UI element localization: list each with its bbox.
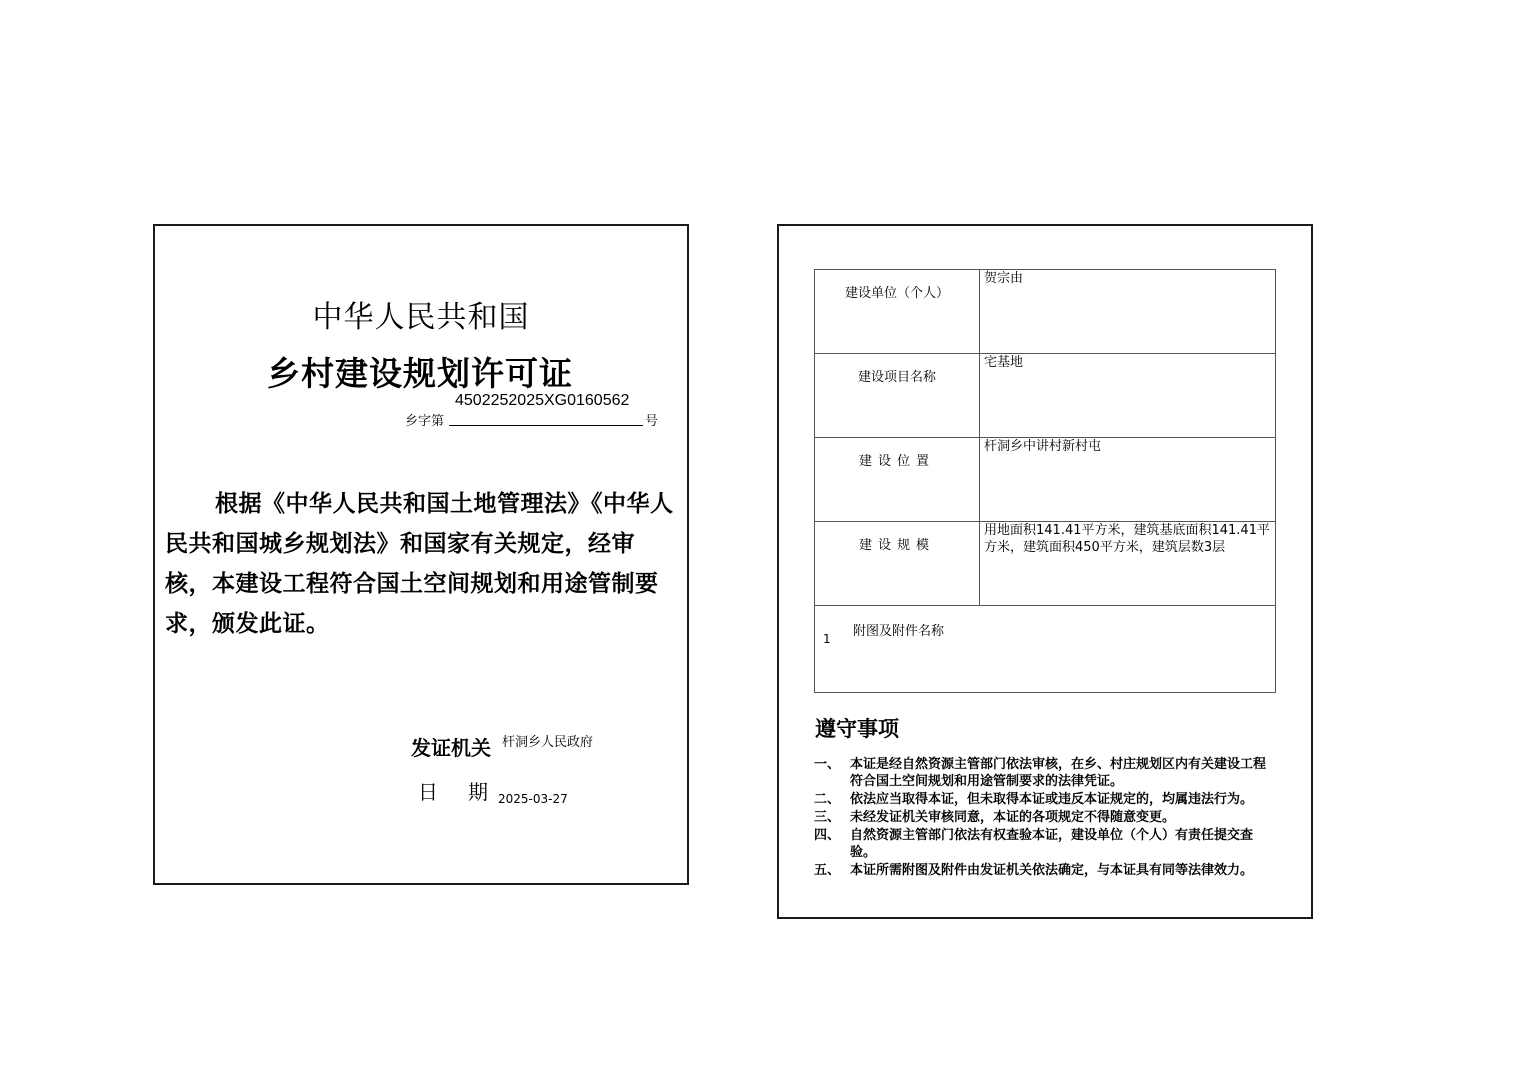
date-label: 日期 [418, 780, 518, 804]
list-item [814, 809, 1276, 826]
note-number: 二、 [814, 792, 841, 807]
row-label-project-name: 建设项目名称 [815, 354, 980, 438]
issuer-label: 发证机关 [411, 736, 491, 760]
attachment-label: 附图及附件名称 [853, 624, 945, 639]
note-number: 一、 [814, 757, 841, 772]
permit-number-prefix: 乡字第 [405, 414, 445, 429]
notes-list [814, 756, 1276, 880]
row-value-scale: 用地面积141.41平方米，建筑基底面积141.41平方米，建筑面积450平方米，建筑层数3层 [980, 522, 1276, 606]
row-label-builder: 建设单位（个人） [815, 270, 980, 354]
certificate-body-text: 根据《中华人民共和国土地管理法》《中华人民共和国城乡规划法》和国家有关规定，经审核，本建设工程符合国土空间规划和用途管制要求，颁发此证。 [165, 491, 674, 637]
row-value-location: 杆洞乡中讲村新村屯 [980, 438, 1276, 522]
details-table [814, 269, 1276, 693]
table-row [815, 606, 1276, 693]
row-value-builder: 贺宗由 [980, 270, 1276, 354]
note-text: 依法应当取得本证，但未取得本证或违反本证规定的，均属违法行为。 [850, 792, 1254, 807]
list-item [814, 756, 1276, 790]
table-row [815, 438, 1276, 522]
certificate-title: 乡村建设规划许可证 [267, 354, 573, 393]
notes-title: 遵守事项 [815, 716, 899, 741]
list-item [814, 791, 1276, 808]
note-text: 本证所需附图及附件由发证机关依法确定，与本证具有同等法律效力。 [850, 863, 1254, 878]
note-number: 三、 [814, 810, 841, 825]
row-label-scale: 建设规模 [815, 522, 980, 606]
permit-number: 4502252025XG0160562 [455, 392, 630, 409]
row-value-project-name: 宅基地 [980, 354, 1276, 438]
table-row [815, 354, 1276, 438]
date-value: 2025-03-27 [498, 792, 568, 806]
list-item [814, 827, 1276, 861]
note-text: 本证是经自然资源主管部门依法审核，在乡、村庄规划区内有关建设工程符合国土空间规划和用途管制要求的法律凭证。 [850, 757, 1267, 789]
table-row [815, 522, 1276, 606]
issuer-value: 杆洞乡人民政府 [502, 735, 594, 750]
note-text: 未经发证机关审核同意，本证的各项规定不得随意变更。 [850, 810, 1176, 825]
certificate-details-panel [777, 224, 1313, 919]
country-name: 中华人民共和国 [312, 300, 530, 335]
note-number: 四、 [814, 828, 841, 843]
attachment-number: 1 [823, 632, 831, 646]
permit-number-suffix: 号 [645, 414, 659, 429]
attachment-cell [815, 606, 1276, 693]
note-text: 自然资源主管部门依法有权查验本证，建设单位（个人）有责任提交查验。 [850, 828, 1254, 860]
permit-number-underline [449, 425, 643, 426]
row-label-location: 建设位置 [815, 438, 980, 522]
note-number: 五、 [814, 863, 841, 878]
list-item [814, 862, 1276, 879]
certificate-front-panel [153, 224, 689, 885]
table-row [815, 270, 1276, 354]
